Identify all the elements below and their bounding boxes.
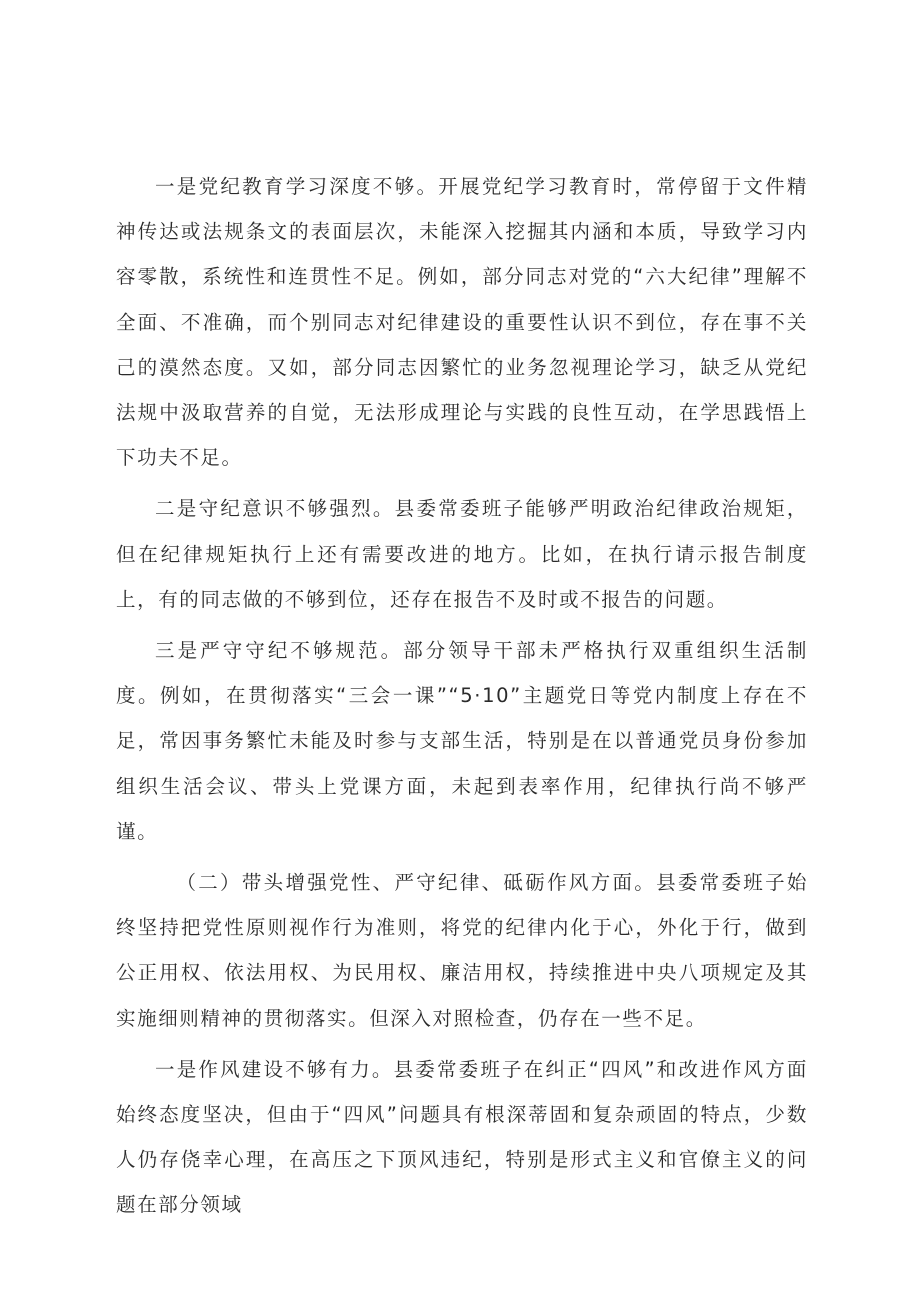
paragraph-discipline-awareness: 二是守纪意识不够强烈。县委常委班子能够严明政治纪律政治规矩，但在纪律规矩执行上还有需要改进的地方。比如，在执行请示报告制度上，有的同志做的不够到位，还存在报告不及时或不报告的问题。: [116, 497, 808, 611]
paragraph-discipline-standards: 三是严守守纪不够规范。部分领导干部未严格执行双重组织生活制度。例如，在贯彻落实“三会一课”“5·10”主题党日等党内制度上存在不足，常因事务繁忙未能及时参与支部生活，特别是在以普通党员身份参加组织生活会议、带头上党课方面，未起到表率作用，纪律执行尚不够严谨。: [116, 639, 808, 843]
document-body: [116, 164, 808, 1234]
section-heading-paragraph: （二）带头增强党性、严守纪律、砥砺作风方面。县委常委班子始终坚持把党性原则视作行为准则，将党的纪律内化于心，外化于行，做到公正用权、依法用权、为民用权、廉洁用权，持续推进中央八项规定及其实施细则精神的贯彻落实。但深入对照检查，仍存在一些不足。: [116, 871, 808, 1030]
paragraph-work-style: 一是作风建设不够有力。县委常委班子在纠正“四风”和改进作风方面始终态度坚决，但由于“四风”问题具有根深蒂固和复杂顽固的特点，少数人仍存侥幸心理，在高压之下顶风违纪，特别是形式主义和官僚主义的问题在部分领域: [116, 1057, 808, 1217]
paragraph-party-discipline-study: 一是党纪教育学习深度不够。开展党纪学习教育时，常停留于文件精神传达或法规条文的表面层次，未能深入挖掘其内涵和本质，导致学习内容零散，系统性和连贯性不足。例如，部分同志对党的“六大纪律”理解不全面、不准确，而个别同志对纪律建设的重要性认识不到位，存在事不关己的漠然态度。又如，部分同志因繁忙的业务忽视理论学习，缺乏从党纪法规中汲取营养的自觉，无法形成理论与实践的良性互动，在学思践悟上下功夫不足。: [116, 175, 808, 470]
